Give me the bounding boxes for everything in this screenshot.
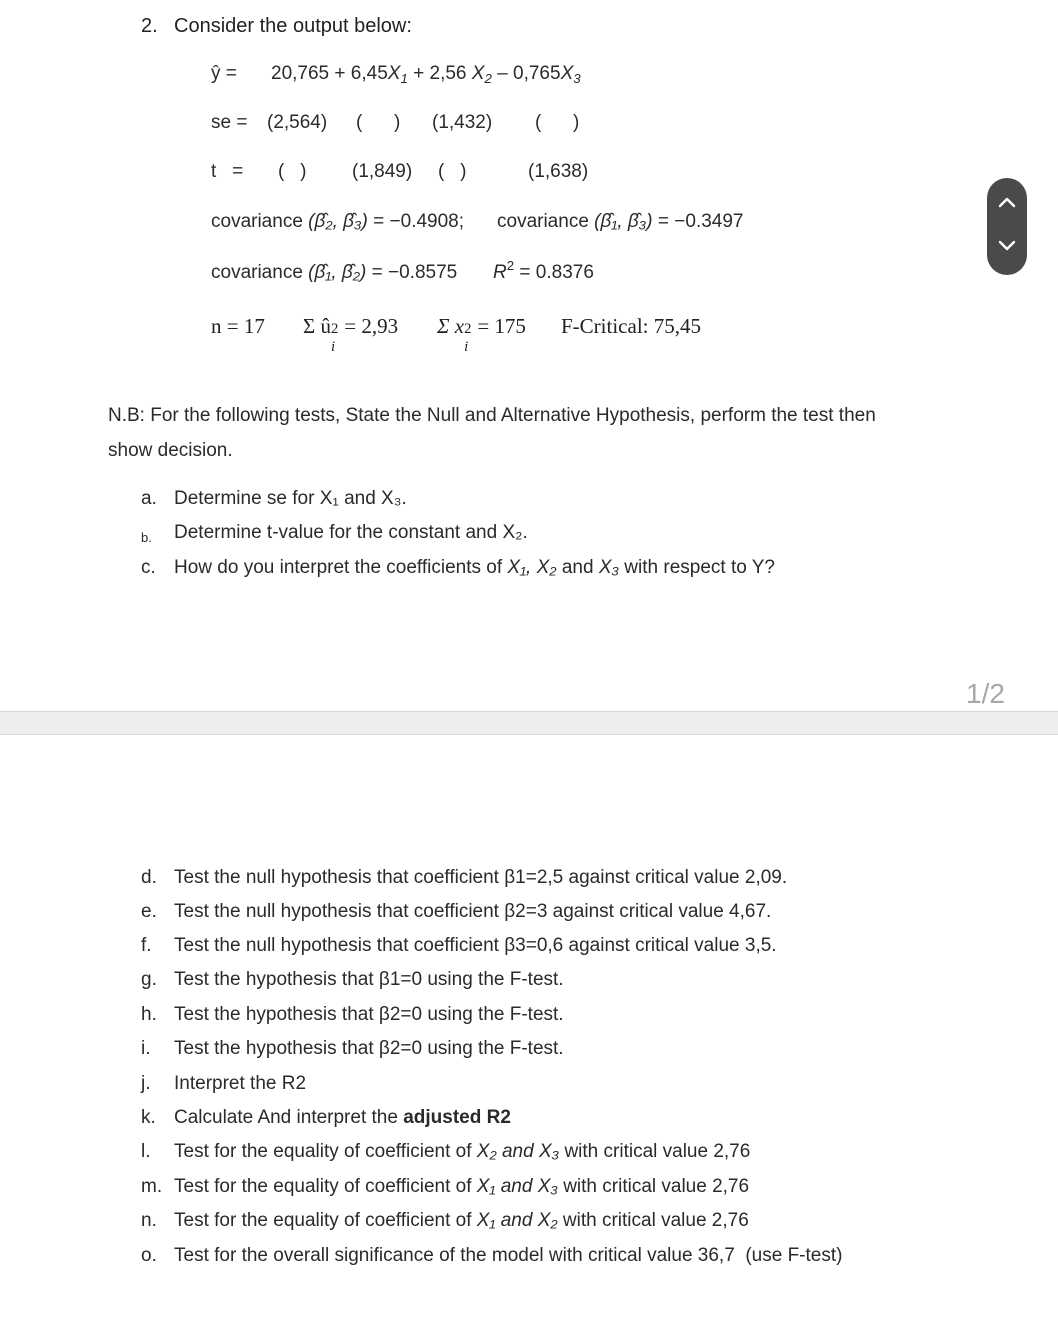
text-post: with respect to Y? — [619, 557, 775, 578]
item-text-j: Interpret the R2 — [174, 1073, 307, 1094]
text-pre: Test for the equality of coefficient of — [174, 1141, 477, 1162]
eq-term3-coef: – 0,765 — [497, 63, 561, 84]
chevron-up-icon — [998, 196, 1016, 208]
eq-term2-coef: + 2,56 — [413, 63, 467, 84]
text-vars: X₂ and X₃ — [476, 1141, 560, 1162]
item-letter-k: k. — [141, 1107, 156, 1128]
item-letter-d: d. — [141, 867, 157, 888]
note-line-2: show decision. — [108, 440, 233, 461]
sum-x-symbol: Σ x — [437, 314, 465, 338]
item-text-g: Test the hypothesis that β1=0 using the F-test. — [174, 969, 564, 990]
item-text-l — [174, 1141, 750, 1163]
item-letter-b: b. — [141, 530, 152, 545]
note-line-1: N.B: For the following tests, State the Null and Alternative Hypothesis, perform the test then — [108, 405, 876, 426]
item-letter-h: h. — [141, 1004, 157, 1025]
eq-term3-var: X — [560, 63, 574, 84]
text-pre: How do you interpret the coefficients of — [174, 557, 508, 578]
cov-pair: (β̂₁, β̂₂) — [308, 262, 367, 283]
cov-value: = −0.3497 — [657, 211, 744, 232]
cov-pair: (β̂₂, β̂₃) — [308, 211, 368, 232]
chevron-down-icon — [998, 240, 1016, 252]
item-letter-c: c. — [141, 557, 156, 578]
text-post: with critical value 2,76 — [557, 1176, 750, 1197]
item-text-n — [174, 1210, 749, 1232]
eq-term1-coef: + 6,45 — [334, 63, 388, 84]
r2-value: = 0.8376 — [514, 262, 594, 283]
yhat-label: ŷ = — [211, 63, 237, 84]
sum-u-squared: Σ û 2 i = 2,93 — [303, 314, 399, 355]
item-text-m — [174, 1176, 749, 1198]
covariance-b2-b3 — [211, 211, 464, 233]
se-label: se = — [211, 112, 248, 133]
item-text-h: Test the hypothesis that β2=0 using the F-test. — [174, 1004, 564, 1025]
cov-label: covariance — [211, 262, 303, 283]
text-vars: X₁ and X₂ — [476, 1210, 558, 1231]
sum-x-squared: Σ x 2 i = 175 — [437, 314, 526, 355]
eq-term2-var: X — [471, 63, 485, 84]
text-post: with critical value 2,76 — [559, 1141, 751, 1162]
f-critical: F-Critical: 75,45 — [561, 314, 701, 338]
cov-pair: (β̂₁, β̂₃) — [594, 211, 653, 232]
eq-term1-var: X — [387, 63, 401, 84]
t-value-x1: (1,849) — [352, 161, 413, 182]
t-value-constant: ( ) — [278, 161, 307, 182]
item-letter-f: f. — [141, 935, 152, 956]
sum-u-symbol: Σ û — [303, 314, 331, 338]
item-letter-m: m. — [141, 1176, 163, 1197]
page-up-button[interactable] — [987, 182, 1027, 228]
item-letter-e: e. — [141, 901, 157, 922]
page-down-button[interactable] — [987, 226, 1027, 272]
text-bold: adjusted R2 — [403, 1107, 511, 1128]
r2-sup: 2 — [506, 258, 515, 273]
text-pre: Calculate And interpret the — [174, 1107, 404, 1128]
item-letter-j: j. — [141, 1073, 151, 1094]
cov-value: = −0.4908; — [373, 211, 465, 232]
item-text-c — [174, 557, 775, 579]
question-number: 2. — [141, 15, 158, 37]
t-value-x2: ( ) — [438, 161, 467, 182]
covariance-b1-b2 — [211, 262, 457, 284]
cov-value: = −0.8575 — [371, 262, 458, 283]
sum-x-value: = 175 — [472, 314, 526, 338]
r-squared — [493, 258, 594, 284]
regression-equation — [271, 63, 581, 85]
sum-u-value: = 2,93 — [338, 314, 399, 338]
se-value-x1: ( ) — [356, 112, 401, 133]
eq-term2-sub: 2 — [484, 71, 492, 86]
cov-label: covariance — [497, 211, 589, 232]
n-value: n = 17 — [211, 314, 265, 338]
r2-label: R — [493, 262, 507, 283]
item-text-b: Determine t-value for the constant and X₂. — [174, 522, 528, 543]
item-letter-o: o. — [141, 1245, 157, 1266]
item-letter-i: i. — [141, 1038, 151, 1059]
text-post: with critical value 2,76 — [557, 1210, 749, 1231]
page-gap — [0, 712, 1058, 734]
item-letter-a: a. — [141, 488, 157, 509]
page-indicator: 1/2 — [966, 678, 1005, 709]
page-nav-control — [987, 178, 1027, 275]
eq-term1-sub: 1 — [400, 71, 408, 86]
se-value-x2: (1,432) — [432, 112, 493, 133]
item-text-o: Test for the overall significance of the model with critical value 36,7 (use F-test) — [174, 1245, 843, 1266]
t-value-x3: (1,638) — [528, 161, 589, 182]
cov-label: covariance — [211, 211, 303, 232]
t-label: t = — [211, 161, 244, 182]
se-value-constant: (2,564) — [267, 112, 328, 133]
item-text-f: Test the null hypothesis that coefficient β3=0,6 against critical value 3,5. — [174, 935, 777, 956]
item-letter-n: n. — [141, 1210, 157, 1231]
text-pre: Test for the equality of coefficient of — [174, 1210, 477, 1231]
text-pre: Test for the equality of coefficient of — [174, 1176, 477, 1197]
text-mid: and — [556, 557, 599, 578]
text-vars: X₁, X₂ — [507, 557, 557, 578]
item-text-a: Determine se for X₁ and X₃. — [174, 488, 407, 509]
item-text-d: Test the null hypothesis that coefficient β1=2,5 against critical value 2,09. — [174, 867, 788, 888]
item-letter-g: g. — [141, 969, 157, 990]
page-divider-bottom — [0, 734, 1058, 735]
text-vars: X₁ and X₃ — [476, 1176, 558, 1197]
se-value-x3: ( ) — [535, 112, 580, 133]
item-text-e: Test the null hypothesis that coefficient β2=3 against critical value 4,67. — [174, 901, 772, 922]
item-text-k — [174, 1107, 511, 1129]
item-text-i: Test the hypothesis that β2=0 using the F-test. — [174, 1038, 564, 1059]
item-letter-l: l. — [141, 1141, 151, 1162]
eq-term3-sub: 3 — [573, 71, 581, 86]
covariance-b1-b3 — [497, 211, 744, 233]
eq-constant: 20,765 — [271, 63, 330, 84]
text-var3: X₃ — [598, 557, 620, 578]
question-title: Consider the output below: — [174, 15, 412, 37]
